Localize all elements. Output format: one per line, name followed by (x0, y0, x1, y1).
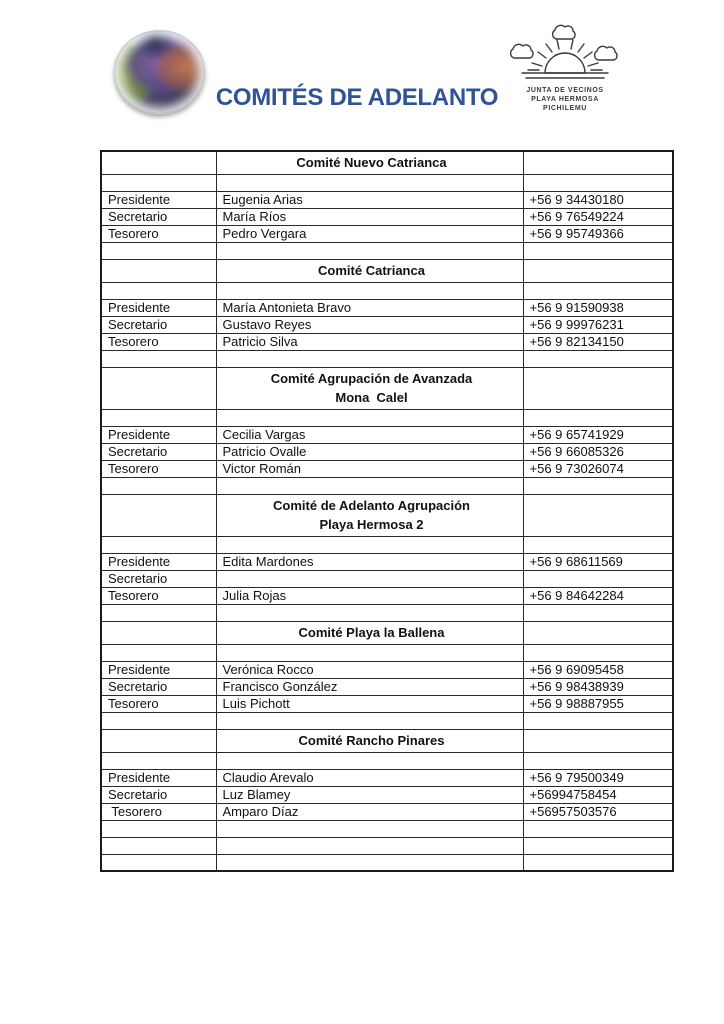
phone-cell: +56 9 79500349 (523, 769, 673, 786)
spacer-role-cell (101, 712, 216, 729)
name-cell: Luis Pichott (216, 695, 523, 712)
member-row (101, 443, 673, 460)
header-spacer-row (101, 282, 673, 299)
role-cell: Secretario (101, 443, 216, 460)
phone-cell: +56 9 34430180 (523, 191, 673, 208)
phone-cell: +56 9 73026074 (523, 460, 673, 477)
section-title-cell (216, 494, 523, 536)
section-title-cell (216, 729, 523, 752)
phone-cell: +56 9 65741929 (523, 426, 673, 443)
name-cell: Eugenia Arias (216, 191, 523, 208)
spacer-name-cell (216, 644, 523, 661)
spacer-phone-cell (523, 409, 673, 426)
header-spacer-row (101, 536, 673, 553)
spacer-role-cell (101, 350, 216, 367)
spacer-phone-cell (523, 151, 673, 174)
role-cell: Secretario (101, 786, 216, 803)
spacer-name-cell (216, 837, 523, 854)
spacer-phone-cell (523, 367, 673, 409)
section-spacer-row (101, 242, 673, 259)
sun-clouds-icon (506, 24, 624, 86)
spacer-name-cell (216, 282, 523, 299)
header-spacer-row (101, 174, 673, 191)
section-title-line: Comité Agrupación de Avanzada (270, 371, 473, 386)
name-cell: María Ríos (216, 208, 523, 225)
phone-cell: +56 9 98438939 (523, 678, 673, 695)
spacer-name-cell (216, 752, 523, 769)
spacer-role-cell (101, 151, 216, 174)
phone-cell: +56 9 66085326 (523, 443, 673, 460)
spacer-phone-cell (523, 621, 673, 644)
phone-cell: +56 9 98887955 (523, 695, 673, 712)
spacer-phone-cell (523, 174, 673, 191)
section-title-row (101, 621, 673, 644)
role-cell: Secretario (101, 678, 216, 695)
spacer-name-cell (216, 242, 523, 259)
spacer-phone-cell (523, 536, 673, 553)
member-row (101, 333, 673, 350)
member-row (101, 460, 673, 477)
section-spacer-row (101, 477, 673, 494)
section-title-line: Playa Hermosa 2 (319, 517, 424, 532)
member-row (101, 769, 673, 786)
name-cell: Pedro Vergara (216, 225, 523, 242)
logo-caption-line: PLAYA HERMOSA (531, 96, 599, 103)
section-title-line: Comité Rancho Pinares (298, 733, 445, 748)
empty-row (101, 854, 673, 871)
spacer-role-cell (101, 820, 216, 837)
phone-cell: +56 9 95749366 (523, 225, 673, 242)
spacer-phone-cell (523, 604, 673, 621)
role-cell: Tesorero (101, 803, 216, 820)
phone-cell: +56994758454 (523, 786, 673, 803)
page-title: COMITÉS DE ADELANTO (215, 84, 499, 111)
role-cell: Tesorero (101, 695, 216, 712)
name-cell: Amparo Díaz (216, 803, 523, 820)
mural-photo-logo (114, 30, 205, 114)
spacer-phone-cell (523, 820, 673, 837)
section-title-cell (216, 621, 523, 644)
member-row (101, 225, 673, 242)
spacer-role-cell (101, 409, 216, 426)
spacer-role-cell (101, 174, 216, 191)
section-title-line: Comité Catrianca (318, 263, 425, 278)
phone-cell: +56 9 69095458 (523, 661, 673, 678)
spacer-phone-cell (523, 837, 673, 854)
section-spacer-row (101, 712, 673, 729)
role-cell: Presidente (101, 426, 216, 443)
spacer-role-cell (101, 282, 216, 299)
section-title-row (101, 151, 673, 174)
name-cell: Claudio Arevalo (216, 769, 523, 786)
spacer-role-cell (101, 477, 216, 494)
section-title-row (101, 494, 673, 536)
phone-cell: +56 9 68611569 (523, 553, 673, 570)
spacer-name-cell (216, 712, 523, 729)
spacer-role-cell (101, 752, 216, 769)
role-cell: Tesorero (101, 587, 216, 604)
spacer-phone-cell (523, 752, 673, 769)
name-cell (216, 570, 523, 587)
role-cell: Secretario (101, 316, 216, 333)
spacer-phone-cell (523, 854, 673, 871)
spacer-phone-cell (523, 477, 673, 494)
member-row (101, 316, 673, 333)
name-cell: Patricio Silva (216, 333, 523, 350)
header-spacer-row (101, 752, 673, 769)
name-cell: Verónica Rocco (216, 661, 523, 678)
header-spacer-row (101, 409, 673, 426)
spacer-name-cell (216, 409, 523, 426)
spacer-role-cell (101, 536, 216, 553)
spacer-phone-cell (523, 282, 673, 299)
role-cell: Secretario (101, 570, 216, 587)
spacer-role-cell (101, 494, 216, 536)
spacer-phone-cell (523, 644, 673, 661)
empty-row (101, 837, 673, 854)
role-cell: Presidente (101, 769, 216, 786)
spacer-role-cell (101, 854, 216, 871)
logo-caption (504, 86, 626, 113)
name-cell: María Antonieta Bravo (216, 299, 523, 316)
section-spacer-row (101, 350, 673, 367)
committees-table-body (101, 151, 673, 871)
spacer-name-cell (216, 854, 523, 871)
empty-row (101, 820, 673, 837)
phone-cell: +56 9 76549224 (523, 208, 673, 225)
spacer-phone-cell (523, 712, 673, 729)
spacer-phone-cell (523, 729, 673, 752)
spacer-role-cell (101, 621, 216, 644)
member-row (101, 695, 673, 712)
logo-caption-line: JUNTA DE VECINOS (526, 87, 604, 94)
logo-caption-line: PICHILEMU (543, 105, 587, 112)
role-cell: Presidente (101, 553, 216, 570)
committees-table (100, 150, 674, 872)
member-row (101, 208, 673, 225)
name-cell: Gustavo Reyes (216, 316, 523, 333)
phone-cell: +56 9 91590938 (523, 299, 673, 316)
name-cell: Cecilia Vargas (216, 426, 523, 443)
section-title-row (101, 729, 673, 752)
spacer-phone-cell (523, 259, 673, 282)
section-title-row (101, 367, 673, 409)
member-row (101, 786, 673, 803)
phone-cell: +56 9 82134150 (523, 333, 673, 350)
section-title-row (101, 259, 673, 282)
name-cell: Francisco González (216, 678, 523, 695)
member-row (101, 299, 673, 316)
spacer-role-cell (101, 837, 216, 854)
spacer-role-cell (101, 604, 216, 621)
spacer-name-cell (216, 174, 523, 191)
name-cell: Patricio Ovalle (216, 443, 523, 460)
spacer-phone-cell (523, 494, 673, 536)
phone-cell: +56 9 84642284 (523, 587, 673, 604)
spacer-role-cell (101, 242, 216, 259)
member-row (101, 678, 673, 695)
spacer-role-cell (101, 729, 216, 752)
header-spacer-row (101, 644, 673, 661)
phone-cell: +56 9 99976231 (523, 316, 673, 333)
section-title-line: Comité Nuevo Catrianca (296, 155, 447, 171)
phone-cell: +56957503576 (523, 803, 673, 820)
member-row (101, 587, 673, 604)
member-row (101, 553, 673, 570)
name-cell: Julia Rojas (216, 587, 523, 604)
role-cell: Tesorero (101, 333, 216, 350)
phone-cell (523, 570, 673, 587)
member-row (101, 191, 673, 208)
section-title-cell (216, 259, 523, 282)
section-title-line: Comité de Adelanto Agrupación (273, 498, 470, 513)
member-row (101, 570, 673, 587)
member-row (101, 803, 673, 820)
section-title-line: Comité Playa la Ballena (298, 625, 445, 640)
spacer-role-cell (101, 259, 216, 282)
name-cell: Luz Blamey (216, 786, 523, 803)
spacer-phone-cell (523, 350, 673, 367)
role-cell: Presidente (101, 191, 216, 208)
name-cell: Victor Román (216, 460, 523, 477)
section-spacer-row (101, 604, 673, 621)
role-cell: Presidente (101, 299, 216, 316)
role-cell: Secretario (101, 208, 216, 225)
section-title-line: Mona Calel (335, 390, 408, 405)
spacer-name-cell (216, 820, 523, 837)
spacer-name-cell (216, 536, 523, 553)
spacer-role-cell (101, 644, 216, 661)
member-row (101, 661, 673, 678)
spacer-name-cell (216, 604, 523, 621)
name-cell: Edita Mardones (216, 553, 523, 570)
section-title-cell (216, 151, 523, 174)
spacer-role-cell (101, 367, 216, 409)
role-cell: Presidente (101, 661, 216, 678)
member-row (101, 426, 673, 443)
section-title-cell (216, 367, 523, 409)
role-cell: Tesorero (101, 225, 216, 242)
spacer-name-cell (216, 350, 523, 367)
spacer-phone-cell (523, 242, 673, 259)
junta-de-vecinos-logo (504, 24, 626, 113)
role-cell: Tesorero (101, 460, 216, 477)
spacer-name-cell (216, 477, 523, 494)
